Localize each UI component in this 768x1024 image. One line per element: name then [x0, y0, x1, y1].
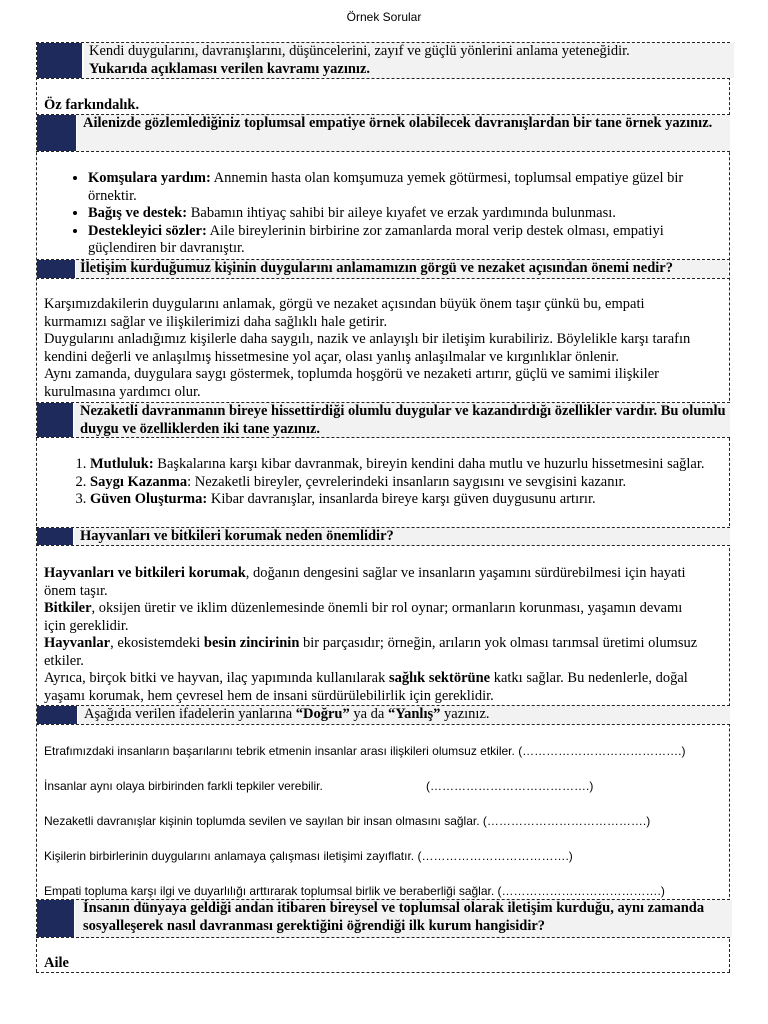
- answer-5: [44, 565, 704, 705]
- divider: [36, 78, 730, 79]
- answer-3-paragraph: Karşımızdakilerin duygularını anlamak, görgü ve nezaket açısından büyük önem taşır çünkü bu, empati kurmamızı sağlar ve ilişkilerimizi daha sağlıklı hale getirir.: [44, 296, 645, 330]
- question-marker: [37, 528, 73, 545]
- statement-4: Kişilerin birbirlerinin duygularını anlamaya çalışması iletişimi zayıflatır. (……………………………….): [44, 849, 573, 863]
- list-item: • Destekleyici sözler: Aile bireylerinin birbirine zor zamanlarda moral verip destek olması, empatiyi güçlendiren bir davranıştır.: [88, 223, 732, 258]
- divider: [36, 972, 730, 973]
- question-1-prompt: Yukarıda açıklaması verilen kavramı yazınız.: [89, 60, 371, 77]
- answer-5-paragraph: Bitkiler, oksijen üretir ve iklim düzenlemesinde önemli bir rol oynar; ormanların korunması, yaşamın devamı için gereklidir.: [44, 600, 683, 634]
- question-2: Ailenizde gözlemlediğiniz toplumsal empatiye örnek olabilecek davranışlardan bir tane örnek yazınız.: [77, 115, 730, 151]
- answer-5-paragraph: Hayvanları ve bitkileri korumak, doğanın dengesini sağlar ve insanların yaşamını sürdürebilmesi için hayati önem taşır.: [44, 565, 686, 599]
- list-item: 3. Güven Oluşturma: Kibar davranışlar, insanlarda bireye karşı güven duygusunu artırır.: [90, 491, 754, 509]
- question-6: Aşağıda verilen ifadelerin yanlarına “Doğru” ya da “Yanlış” yazınız.: [78, 706, 730, 724]
- answer-7: Aile: [44, 955, 69, 971]
- statement-3: Nezaketli davranışlar kişinin toplumda sevilen ve sayılan bir insan olmasını sağlar. (………………………………….): [44, 814, 651, 828]
- answer-blank[interactable]: (………………………………….): [426, 779, 594, 793]
- answer-5-paragraph: Hayvanlar, ekosistemdeki besin zincirinin bir parçasıdır; örneğin, arıların yok olması tarımsal üretimi olumsuz etkiler.: [44, 635, 698, 669]
- question-7: İnsanın dünyaya geldiği andan itibaren bireysel ve toplumsal olarak iletişim kurduğu, aynı zamanda sosyalleşerek nasıl davranması gerektiğini öğrendiği ilk kurum hangisidir?: [75, 900, 732, 937]
- list-item: 2. Saygı Kazanma: Nezaketli bireyler, çevrelerindeki insanların saygısını ve sevgisini kazanır.: [90, 474, 754, 492]
- question-3: İletişim kurduğumuz kişinin duygularını anlamamızın görgü ve nezaket açısından önemi nedir?: [76, 260, 728, 278]
- question-marker: [37, 43, 82, 78]
- list-item: • Bağış ve destek: Babamın ihtiyaç sahibi bir aileye kıyafet ve erzak yardımında bulunması.: [88, 205, 732, 223]
- answer-1: Öz farkındalık.: [44, 97, 140, 113]
- divider: [36, 937, 730, 938]
- divider: [36, 151, 730, 152]
- answer-2-list: [64, 170, 732, 258]
- question-marker: [37, 900, 74, 937]
- divider: [36, 437, 730, 438]
- list-item: 1. Mutluluk: Başkalarına karşı kibar davranmak, bireyin kendini daha mutlu ve huzurlu hissetmesini sağlar.: [90, 456, 754, 474]
- question-1: [84, 43, 734, 78]
- divider: [36, 545, 730, 546]
- answer-5-paragraph: Ayrıca, birçok bitki ve hayvan, ilaç yapımında kullanılarak sağlık sektörüne katkı sağlar. Bu nedenlerle, doğal yaşamı korumak, hem çevresel hem de insani sürdürülebilirlik için gereklidir.: [44, 670, 688, 704]
- question-marker: [37, 115, 76, 151]
- answer-3: [44, 296, 704, 401]
- question-4: Nezaketli davranmanın bireye hissettirdiği olumlu duygular ve kazandırdığı özellikler vardır. Bu olumlu duygu ve özelliklerden iki tane yazınız.: [74, 403, 730, 437]
- list-item: • Komşulara yardım: Annemin hasta olan komşumuza yemek götürmesi, toplumsal empatiye güzel bir örnektir.: [88, 170, 732, 205]
- question-5: Hayvanları ve bitkileri korumak neden önemlidir?: [74, 528, 730, 545]
- statement-2: İnsanlar aynı olaya birbirinden farkli tepkiler verebilir.: [44, 779, 323, 793]
- question-marker: [37, 260, 75, 278]
- answer-4-list: [44, 456, 754, 509]
- question-marker: [37, 706, 77, 724]
- page-title: Örnek Sorular: [346, 10, 422, 24]
- statement-5: Empati topluma karşı ilgi ve duyarlılığı arttırarak toplumsal birlik ve beraberliği sağlar. (………………………………….): [44, 884, 665, 898]
- divider: [36, 278, 730, 279]
- question-marker: [37, 403, 73, 437]
- divider: [36, 724, 730, 725]
- answer-3-paragraph: Duygularını anladığımız kişilerle daha saygılı, nazik ve anlayışlı bir iletişim kurabiliriz. Böylelikle karşı tarafın kendini değerli ve anlaşılmış hissetmesine yol açar, olası yanlış anlaşılmalar ve kırgınlıklar önlenir.: [44, 331, 691, 365]
- question-1-text: Kendi duygularını, davranışlarını, düşüncelerini, zayıf ve güçlü yönlerini anlama yeteneğidir.: [89, 43, 630, 59]
- statement-1: Etrafımızdaki insanların başarılarını tebrik etmenin insanlar arası ilişkileri olumsuz etkiler. (………………………………….): [44, 744, 686, 758]
- answer-3-paragraph: Aynı zamanda, duygulara saygı göstermek, toplumda hoşgörü ve nezaketi artırır, güçlü ve samimi ilişkiler kurulmasına yardımcı olur.: [44, 366, 659, 400]
